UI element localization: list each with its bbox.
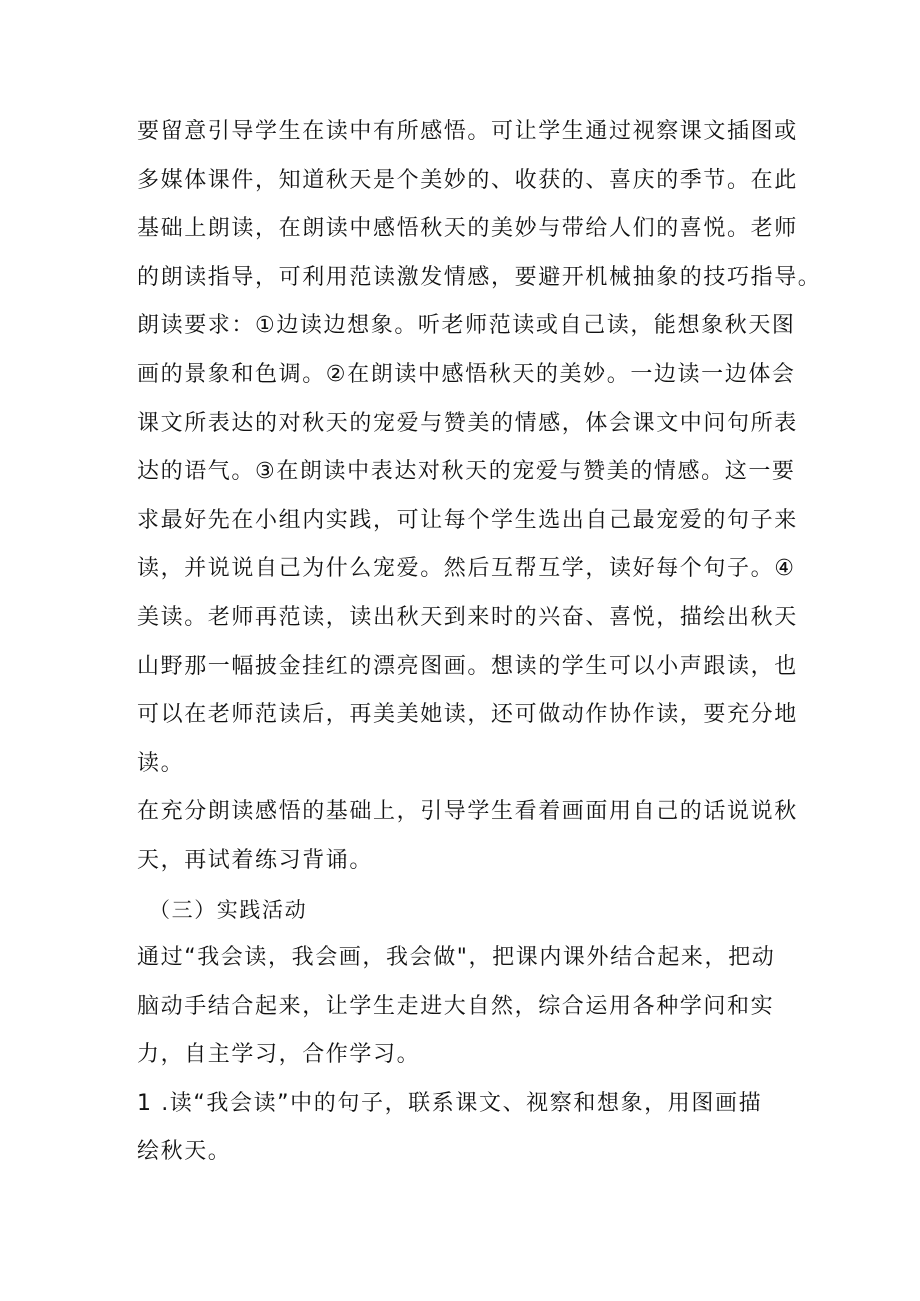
paragraph-activity-1 [137,1080,797,1177]
text-line: 多媒体课件，知道秋天是个美妙的、收获的、喜庆的季节。在此 [137,167,798,193]
text-line: 朗读要求：①边读边想象。听老师范读或自己读，能想象秋天图 [137,313,796,339]
text-line: 可以在老师范读后，再美美她读，还可做动作协作读，要充分地 [137,702,798,728]
text-line: 天，再试着练习背诵。 [137,847,374,873]
paragraph-reading-guidance [137,108,822,788]
document-body [137,108,822,1177]
section-heading-text: （三）实践活动 [149,897,308,922]
text-line: 求最好先在小组内实践，可让每个学生选出自己最宠爱的句子来 [137,507,798,533]
text-line: 基础上朗读，在朗读中感悟秋天的美妙与带给人们的喜悦。老师 [137,216,798,242]
paragraph-retell [137,788,797,885]
text-line: 绘秋天。 [137,1139,232,1165]
text-line: 1 .读“我会读”中的句子，联系课文、视察和想象，用图画描 [137,1090,763,1116]
text-line: 读。 [137,750,185,776]
text-line: 要留意引导学生在读中有所感悟。可让学生通过视察课文插图或 [137,119,798,144]
text-line: 山野那一幅披金挂红的漂亮图画。想读的学生可以小声跟读，也 [137,653,798,679]
text-line: 脑动手结合起来，让学生走进大自然，综合运用各种学问和实 [137,993,775,1019]
text-line: 课文所表达的对秋天的宠爱与赞美的情感，体会课文中问句所表 [137,410,798,436]
text-line: 达的语气。③在朗读中表达对秋天的宠爱与赞美的情感。这一要 [137,459,796,485]
text-line: 美读。老师再范读，读出秋天到来时的兴奋、喜悦，描绘出秋天 [137,604,798,630]
section-heading [137,886,797,935]
text-line: 画的景象和色调。②在朗读中感悟秋天的美妙。一边读一边体会 [137,361,796,387]
text-line: 在充分朗读感悟的基础上，引导学生看着画面用自己的话说说秋 [137,799,798,825]
text-line: 的朗读指导，可利用范读激发情感，要避开机械抽象的技巧指导。 [137,264,822,290]
text-line: 通过“我会读，我会画，我会做"，把课内课外结合起来，把动 [137,945,776,971]
text-line: 力，自主学习，合作学习。 [137,1042,421,1068]
paragraph-activity-intro [137,934,797,1080]
text-line: 读，并说说自己为什么宠爱。然后互帮互学，读好每个句子。④ [137,556,796,582]
